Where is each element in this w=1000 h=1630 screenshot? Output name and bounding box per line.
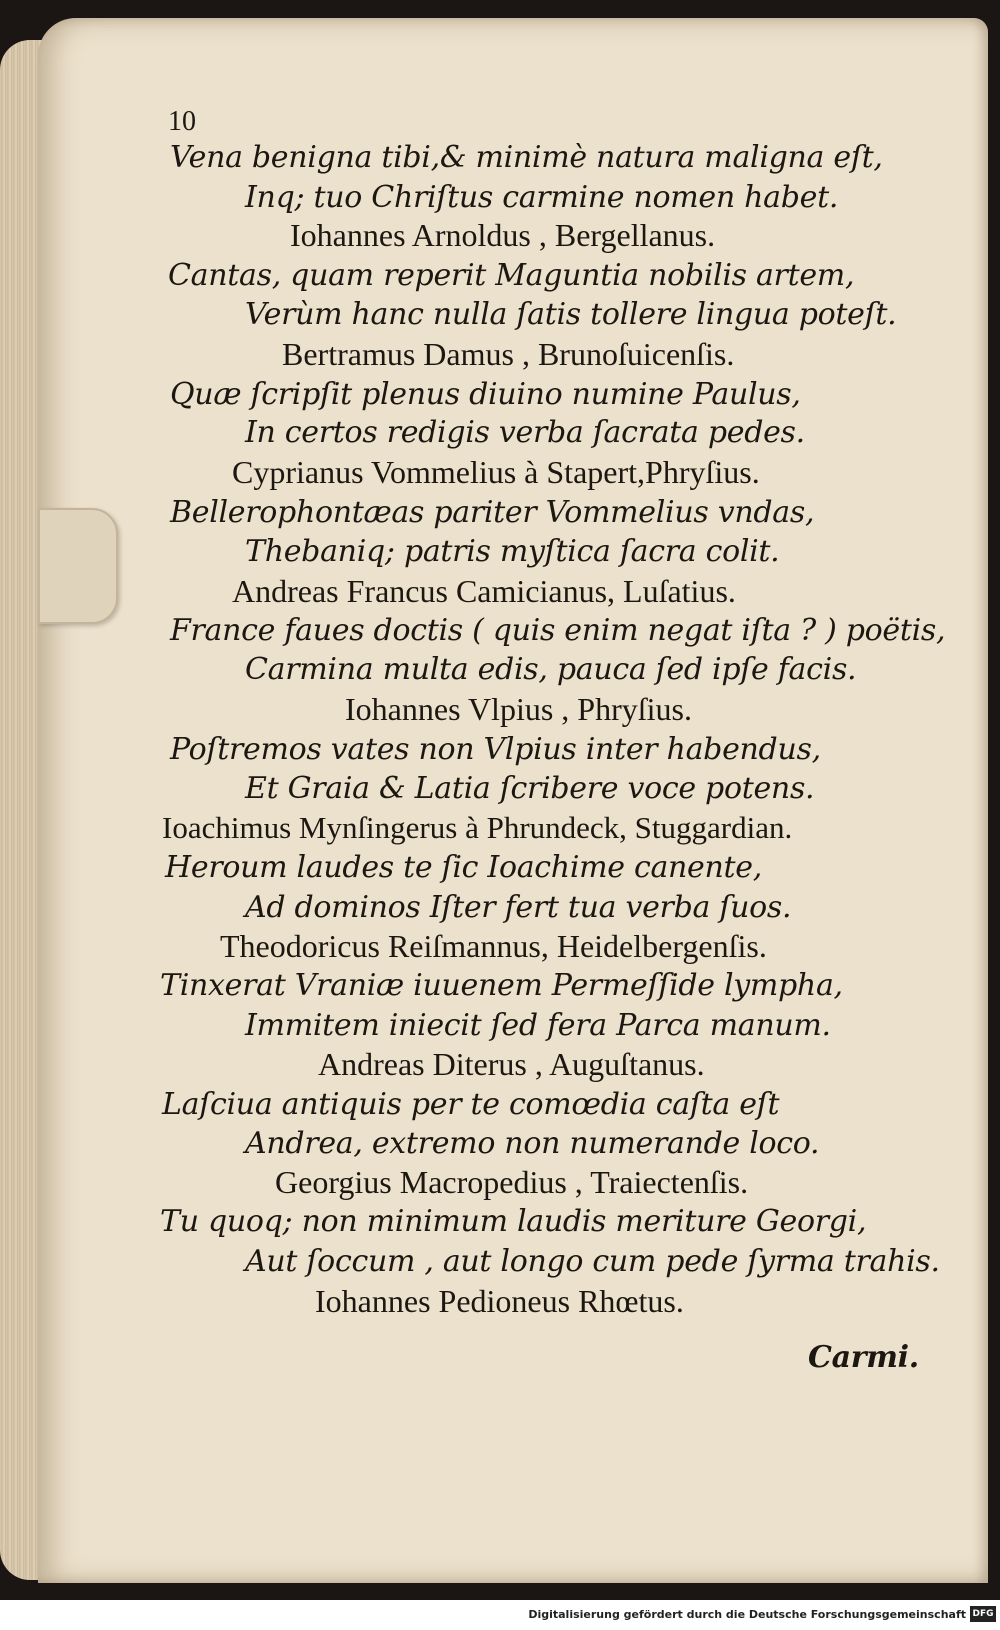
author-heading: Ioachimus Mynſingerus à Phrundeck, Stuggardian. [162, 810, 793, 845]
verse-line: France faues doctis ( quis enim negat iſta ? ) poëtis, [170, 613, 946, 648]
author-heading: Iohannes Vlpius , Phryſius. [345, 691, 692, 727]
verse-line: Heroum laudes te ſic Ioachime canente, [165, 850, 762, 885]
verse-line: Et Graia & Latia ſcribere voce potens. [245, 771, 815, 806]
verse-line: Bellerophontæas pariter Vommelius vndas, [170, 495, 815, 530]
author-heading: Iohannes Arnoldus , Bergellanus. [290, 217, 716, 253]
page-clip [38, 508, 118, 624]
verse-line: Thebaniq; patris myſtica ſacra colit. [245, 534, 780, 569]
verse-line: Quæ ſcripſit plenus diuino numine Paulus, [170, 377, 801, 412]
verse-line: Immitem iniecit ſed fera Parca manum. [245, 1008, 831, 1043]
verse-line: Tu quoq; non minimum laudis meriture Georgi, [160, 1204, 867, 1239]
catchword: Carmi. [808, 1340, 919, 1375]
verse-line: Aut ſoccum , aut longo cum pede ſyrma trahis. [245, 1244, 940, 1279]
verse-line: Inq; tuo Chriſtus carmine nomen habet. [245, 180, 839, 215]
author-heading: Andreas Francus Camicianus, Luſatius. [232, 573, 736, 609]
footer-credit: Digitalisierung gefördert durch die Deutsche Forschungsgemeinschaft [528, 1608, 966, 1621]
verse-line: Carmina multa edis, pauca ſed ipſe facis. [245, 652, 857, 687]
author-heading: Iohannes Pedioneus Rhœtus. [315, 1283, 684, 1319]
page-number: 10 [168, 106, 196, 137]
verse-line: Tinxerat Vraniæ iuuenem Permeſſide lympha, [160, 968, 843, 1003]
author-heading: Theodoricus Reiſmannus, Heidelbergenſis. [220, 928, 767, 964]
author-heading: Andreas Diterus , Auguſtanus. [318, 1046, 705, 1082]
verse-line: Vena benigna tibi,& minimè natura maligna eſt, [170, 140, 883, 175]
verse-line: Verùm hanc nulla ſatis tollere lingua poteſt. [245, 297, 897, 332]
verse-line: Cantas, quam reperit Maguntia nobilis artem, [168, 258, 855, 293]
author-heading: Georgius Macropedius , Traiectenſis. [275, 1164, 749, 1200]
verse-line: Andrea, extremo non numerande loco. [245, 1126, 820, 1161]
verse-line: Poſtremos vates non Vlpius inter habendus, [170, 732, 821, 767]
verse-line: Ad dominos Iſter fert tua verba ſuos. [245, 890, 792, 925]
dfg-logo-icon: DFG [970, 1606, 996, 1622]
author-heading: Cyprianus Vommelius à Stapert,Phryſius. [232, 454, 760, 490]
verse-line: Laſciua antiquis per te comœdia caſta eſt [162, 1087, 780, 1122]
author-heading: Bertramus Damus , Brunoſuicenſis. [282, 336, 735, 372]
verse-line: In certos redigis verba ſacrata pedes. [245, 415, 805, 450]
digitization-footer [0, 1600, 1000, 1630]
